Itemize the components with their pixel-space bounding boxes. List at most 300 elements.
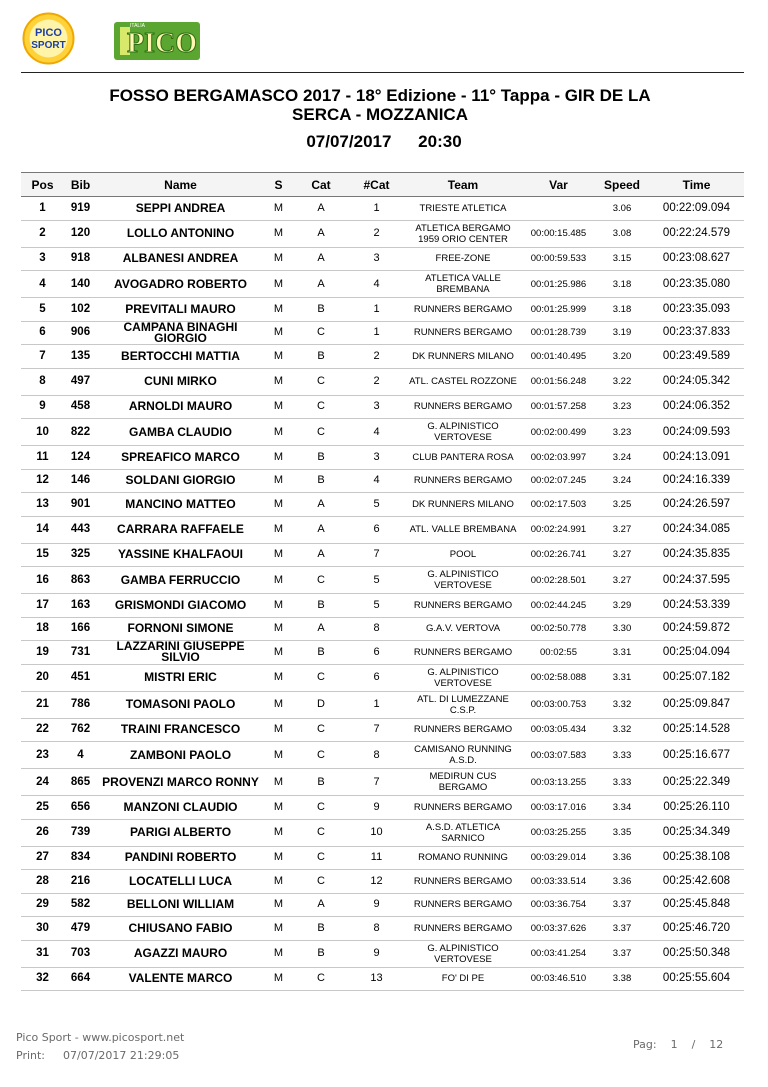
cell-var: 00:02:07.245 [522, 469, 595, 493]
cell-pos: 29 [21, 893, 64, 917]
cell-cat: B [293, 769, 349, 796]
table-row [21, 321, 744, 345]
cell-pos: 25 [21, 796, 64, 820]
cell-pos: 2 [21, 220, 64, 247]
table-row [21, 543, 744, 567]
cell-time: 00:23:35.093 [649, 298, 744, 322]
cell-cat: B [293, 446, 349, 470]
cell-speed: 3.27 [595, 516, 649, 543]
cell-pos: 11 [21, 446, 64, 470]
cell-time: 00:25:38.108 [649, 846, 744, 870]
cell-ncat: 2 [349, 345, 404, 369]
cell-bib: 656 [64, 796, 97, 820]
table-row [21, 493, 744, 517]
cell-sex: M [264, 893, 293, 917]
cell-team: G. ALPINISTICO VERTOVESE [404, 567, 522, 594]
table-row [21, 796, 744, 820]
cell-cat: C [293, 742, 349, 769]
cell-team: RUNNERS BERGAMO [404, 395, 522, 419]
cell-team: RUNNERS BERGAMO [404, 594, 522, 618]
cell-team: CAMISANO RUNNING A.S.D. [404, 742, 522, 769]
cell-var: 00:00:15.485 [522, 220, 595, 247]
cell-time: 00:24:09.593 [649, 419, 744, 446]
cell-name: LAZZARINI GIUSEPPE SILVIO [97, 641, 264, 665]
pico-sport-logo [22, 12, 75, 65]
cell-ncat: 1 [349, 691, 404, 718]
cell-bib: 918 [64, 247, 97, 271]
cell-name: BERTOCCHI MATTIA [97, 345, 264, 369]
page-indicator [633, 1038, 723, 1051]
table-row [21, 742, 744, 769]
header-divider [21, 72, 744, 73]
cell-name: ARNOLDI MAURO [97, 395, 264, 419]
cell-cat: B [293, 469, 349, 493]
cell-cat: A [293, 617, 349, 641]
cell-team: RUNNERS BERGAMO [404, 893, 522, 917]
table-row [21, 664, 744, 691]
cell-cat: C [293, 419, 349, 446]
cell-speed: 3.15 [595, 247, 649, 271]
cell-pos: 24 [21, 769, 64, 796]
cell-team: DK RUNNERS MILANO [404, 493, 522, 517]
cell-time: 00:24:53.339 [649, 594, 744, 618]
cell-speed: 3.08 [595, 220, 649, 247]
table-row [21, 967, 744, 991]
cell-name: MANCINO MATTEO [97, 493, 264, 517]
cell-ncat: 5 [349, 567, 404, 594]
cell-cat: C [293, 567, 349, 594]
cell-cat: C [293, 796, 349, 820]
cell-speed: 3.36 [595, 846, 649, 870]
col-pos: Pos [21, 173, 64, 197]
cell-bib: 124 [64, 446, 97, 470]
cell-name: SPREAFICO MARCO [97, 446, 264, 470]
cell-var: 00:02:28.501 [522, 567, 595, 594]
col-time: Time [649, 173, 744, 197]
cell-speed: 3.22 [595, 368, 649, 395]
cell-cat: C [293, 395, 349, 419]
race-datetime [0, 132, 768, 152]
cell-name: CARRARA RAFFAELE [97, 516, 264, 543]
cell-pos: 31 [21, 940, 64, 967]
cell-pos: 14 [21, 516, 64, 543]
cell-team: G. ALPINISTICO VERTOVESE [404, 664, 522, 691]
col-cat: Cat [293, 173, 349, 197]
cell-team: CLUB PANTERA ROSA [404, 446, 522, 470]
cell-team: DK RUNNERS MILANO [404, 345, 522, 369]
cell-name: AGAZZI MAURO [97, 940, 264, 967]
cell-name: PANDINI ROBERTO [97, 846, 264, 870]
cell-name: PREVITALI MAURO [97, 298, 264, 322]
cell-name: ALBANESI ANDREA [97, 247, 264, 271]
cell-bib: 135 [64, 345, 97, 369]
print-label: Print: [16, 1049, 46, 1062]
cell-name: CUNI MIRKO [97, 368, 264, 395]
table-row [21, 247, 744, 271]
cell-bib: 325 [64, 543, 97, 567]
page-separator: / [691, 1038, 696, 1051]
cell-name: CHIUSANO FABIO [97, 917, 264, 941]
page-label: Pag: [633, 1038, 657, 1051]
cell-bib: 834 [64, 846, 97, 870]
cell-sex: M [264, 742, 293, 769]
cell-bib: 443 [64, 516, 97, 543]
cell-bib: 906 [64, 321, 97, 345]
cell-name: YASSINE KHALFAOUI [97, 543, 264, 567]
cell-ncat: 7 [349, 543, 404, 567]
col-team: Team [404, 173, 522, 197]
cell-sex: M [264, 516, 293, 543]
cell-bib: 901 [64, 493, 97, 517]
cell-speed: 3.38 [595, 967, 649, 991]
table-row [21, 870, 744, 894]
cell-bib: 497 [64, 368, 97, 395]
cell-name: SEPPI ANDREA [97, 197, 264, 221]
cell-name: ZAMBONI PAOLO [97, 742, 264, 769]
cell-time: 00:23:08.627 [649, 247, 744, 271]
cell-ncat: 3 [349, 247, 404, 271]
cell-var: 00:01:40.495 [522, 345, 595, 369]
cell-cat: C [293, 368, 349, 395]
pico-brand-logo [110, 18, 204, 64]
cell-ncat: 6 [349, 641, 404, 665]
cell-ncat: 2 [349, 368, 404, 395]
cell-sex: M [264, 796, 293, 820]
cell-pos: 4 [21, 271, 64, 298]
cell-cat: B [293, 298, 349, 322]
cell-sex: M [264, 469, 293, 493]
cell-bib: 102 [64, 298, 97, 322]
cell-bib: 163 [64, 594, 97, 618]
cell-cat: B [293, 917, 349, 941]
table-row [21, 846, 744, 870]
cell-bib: 146 [64, 469, 97, 493]
cell-speed: 3.19 [595, 321, 649, 345]
cell-ncat: 4 [349, 419, 404, 446]
cell-time: 00:24:59.872 [649, 617, 744, 641]
svg-text:SPORT: SPORT [31, 40, 66, 51]
cell-time: 00:24:26.597 [649, 493, 744, 517]
cell-cat: B [293, 641, 349, 665]
cell-bib: 166 [64, 617, 97, 641]
table-row [21, 567, 744, 594]
cell-var: 00:02:55 [522, 641, 595, 665]
cell-var: 00:03:13.255 [522, 769, 595, 796]
cell-time: 00:23:35.080 [649, 271, 744, 298]
cell-speed: 3.31 [595, 641, 649, 665]
cell-var: 00:03:05.434 [522, 718, 595, 742]
cell-name: MISTRI ERIC [97, 664, 264, 691]
cell-var: 00:02:58.088 [522, 664, 595, 691]
cell-speed: 3.35 [595, 819, 649, 846]
cell-time: 00:22:24.579 [649, 220, 744, 247]
cell-sex: M [264, 247, 293, 271]
cell-bib: 703 [64, 940, 97, 967]
cell-time: 00:25:09.847 [649, 691, 744, 718]
cell-speed: 3.36 [595, 870, 649, 894]
col-sex: S [264, 173, 293, 197]
cell-time: 00:23:49.589 [649, 345, 744, 369]
table-row [21, 469, 744, 493]
cell-bib: 479 [64, 917, 97, 941]
col-name: Name [97, 173, 264, 197]
race-title-line2: SERCA - MOZZANICA [292, 105, 468, 124]
cell-team: ATL. DI LUMEZZANE C.S.P. [404, 691, 522, 718]
cell-ncat: 7 [349, 769, 404, 796]
cell-ncat: 8 [349, 742, 404, 769]
cell-cat: A [293, 197, 349, 221]
col-ncat: #Cat [349, 173, 404, 197]
cell-var [522, 197, 595, 221]
cell-team: RUNNERS BERGAMO [404, 298, 522, 322]
cell-pos: 8 [21, 368, 64, 395]
cell-var: 00:03:36.754 [522, 893, 595, 917]
cell-team: POOL [404, 543, 522, 567]
table-row [21, 893, 744, 917]
cell-ncat: 1 [349, 298, 404, 322]
cell-pos: 17 [21, 594, 64, 618]
cell-sex: M [264, 617, 293, 641]
cell-team: G. ALPINISTICO VERTOVESE [404, 940, 522, 967]
cell-ncat: 1 [349, 321, 404, 345]
cell-pos: 19 [21, 641, 64, 665]
cell-ncat: 13 [349, 967, 404, 991]
cell-cat: A [293, 543, 349, 567]
table-row [21, 220, 744, 247]
cell-cat: C [293, 718, 349, 742]
cell-pos: 1 [21, 197, 64, 221]
cell-time: 00:25:55.604 [649, 967, 744, 991]
cell-bib: 786 [64, 691, 97, 718]
cell-cat: C [293, 819, 349, 846]
cell-var: 00:02:50.778 [522, 617, 595, 641]
cell-name: PARIGI ALBERTO [97, 819, 264, 846]
cell-sex: M [264, 493, 293, 517]
table-row [21, 940, 744, 967]
cell-var: 00:03:41.254 [522, 940, 595, 967]
cell-var: 00:03:33.514 [522, 870, 595, 894]
cell-time: 00:24:06.352 [649, 395, 744, 419]
cell-var: 00:02:44.245 [522, 594, 595, 618]
cell-ncat: 3 [349, 446, 404, 470]
race-time: 20:30 [418, 132, 462, 151]
table-row [21, 197, 744, 221]
cell-cat: C [293, 846, 349, 870]
cell-sex: M [264, 819, 293, 846]
cell-bib: 458 [64, 395, 97, 419]
cell-var: 00:01:25.986 [522, 271, 595, 298]
cell-sex: M [264, 967, 293, 991]
cell-team: FO' DI PE [404, 967, 522, 991]
cell-var: 00:01:25.999 [522, 298, 595, 322]
cell-time: 00:24:13.091 [649, 446, 744, 470]
cell-bib: 822 [64, 419, 97, 446]
col-var: Var [522, 173, 595, 197]
cell-sex: M [264, 846, 293, 870]
cell-team: A.S.D. ATLETICA SARNICO [404, 819, 522, 846]
cell-var: 00:02:17.503 [522, 493, 595, 517]
cell-speed: 3.37 [595, 940, 649, 967]
cell-speed: 3.37 [595, 917, 649, 941]
cell-team: ROMANO RUNNING [404, 846, 522, 870]
cell-var: 00:03:25.255 [522, 819, 595, 846]
cell-sex: M [264, 718, 293, 742]
cell-bib: 216 [64, 870, 97, 894]
cell-pos: 13 [21, 493, 64, 517]
cell-team: G. ALPINISTICO VERTOVESE [404, 419, 522, 446]
cell-cat: D [293, 691, 349, 718]
cell-var: 00:01:57.258 [522, 395, 595, 419]
cell-time: 00:25:26.110 [649, 796, 744, 820]
cell-cat: B [293, 594, 349, 618]
cell-cat: C [293, 664, 349, 691]
cell-bib: 731 [64, 641, 97, 665]
cell-pos: 12 [21, 469, 64, 493]
cell-team: TRIESTE ATLETICA [404, 197, 522, 221]
cell-pos: 9 [21, 395, 64, 419]
cell-speed: 3.34 [595, 796, 649, 820]
cell-sex: M [264, 220, 293, 247]
table-row [21, 368, 744, 395]
cell-bib: 120 [64, 220, 97, 247]
cell-speed: 3.24 [595, 446, 649, 470]
cell-time: 00:24:05.342 [649, 368, 744, 395]
cell-bib: 140 [64, 271, 97, 298]
cell-name: CAMPANA BINAGHI GIORGIO [97, 321, 264, 345]
cell-speed: 3.06 [595, 197, 649, 221]
cell-ncat: 10 [349, 819, 404, 846]
cell-name: GAMBA FERRUCCIO [97, 567, 264, 594]
race-date: 07/07/2017 [306, 132, 392, 151]
table-row [21, 641, 744, 665]
cell-cat: A [293, 516, 349, 543]
cell-sex: M [264, 691, 293, 718]
cell-var: 00:03:00.753 [522, 691, 595, 718]
cell-ncat: 7 [349, 718, 404, 742]
cell-ncat: 9 [349, 893, 404, 917]
cell-bib: 865 [64, 769, 97, 796]
cell-speed: 3.33 [595, 742, 649, 769]
cell-time: 00:22:09.094 [649, 197, 744, 221]
cell-var: 00:01:56.248 [522, 368, 595, 395]
cell-var: 00:03:07.583 [522, 742, 595, 769]
table-row [21, 395, 744, 419]
cell-team: MEDIRUN CUS BERGAMO [404, 769, 522, 796]
cell-sex: M [264, 321, 293, 345]
cell-sex: M [264, 197, 293, 221]
cell-name: BELLONI WILLIAM [97, 893, 264, 917]
cell-cat: C [293, 967, 349, 991]
cell-speed: 3.23 [595, 419, 649, 446]
cell-pos: 6 [21, 321, 64, 345]
table-row [21, 594, 744, 618]
cell-name: SOLDANI GIORGIO [97, 469, 264, 493]
table-row [21, 345, 744, 369]
cell-bib: 739 [64, 819, 97, 846]
cell-var: 00:02:00.499 [522, 419, 595, 446]
cell-var: 00:03:46.510 [522, 967, 595, 991]
cell-pos: 16 [21, 567, 64, 594]
cell-ncat: 8 [349, 617, 404, 641]
cell-cat: A [293, 271, 349, 298]
cell-sex: M [264, 940, 293, 967]
cell-team: RUNNERS BERGAMO [404, 641, 522, 665]
cell-name: TRAINI FRANCESCO [97, 718, 264, 742]
page-current: 1 [670, 1038, 678, 1051]
cell-ncat: 4 [349, 469, 404, 493]
cell-bib: 762 [64, 718, 97, 742]
cell-time: 00:25:07.182 [649, 664, 744, 691]
table-row [21, 691, 744, 718]
cell-speed: 3.30 [595, 617, 649, 641]
cell-bib: 4 [64, 742, 97, 769]
cell-pos: 27 [21, 846, 64, 870]
cell-ncat: 2 [349, 220, 404, 247]
cell-time: 00:24:34.085 [649, 516, 744, 543]
cell-ncat: 1 [349, 197, 404, 221]
cell-pos: 20 [21, 664, 64, 691]
cell-speed: 3.27 [595, 543, 649, 567]
table-row [21, 617, 744, 641]
cell-var: 00:00:59.533 [522, 247, 595, 271]
cell-time: 00:25:42.608 [649, 870, 744, 894]
table-row [21, 419, 744, 446]
cell-var: 00:03:37.626 [522, 917, 595, 941]
cell-sex: M [264, 664, 293, 691]
cell-pos: 22 [21, 718, 64, 742]
cell-sex: M [264, 870, 293, 894]
cell-var: 00:02:03.997 [522, 446, 595, 470]
cell-pos: 5 [21, 298, 64, 322]
cell-team: ATL. CASTEL ROZZONE [404, 368, 522, 395]
cell-cat: A [293, 220, 349, 247]
cell-sex: M [264, 769, 293, 796]
cell-sex: M [264, 641, 293, 665]
cell-sex: M [264, 395, 293, 419]
results-table [21, 172, 744, 991]
cell-bib: 863 [64, 567, 97, 594]
cell-sex: M [264, 419, 293, 446]
cell-time: 00:25:14.528 [649, 718, 744, 742]
cell-speed: 3.18 [595, 271, 649, 298]
cell-speed: 3.29 [595, 594, 649, 618]
cell-team: RUNNERS BERGAMO [404, 870, 522, 894]
race-title-line1: FOSSO BERGAMASCO 2017 - 18° Edizione - 11° Tappa - GIR DE LA [109, 86, 651, 105]
cell-cat: B [293, 345, 349, 369]
cell-time: 00:24:37.595 [649, 567, 744, 594]
table-row [21, 446, 744, 470]
cell-speed: 3.31 [595, 664, 649, 691]
table-row [21, 769, 744, 796]
cell-team: RUNNERS BERGAMO [404, 469, 522, 493]
cell-bib: 451 [64, 664, 97, 691]
cell-speed: 3.37 [595, 893, 649, 917]
table-row [21, 271, 744, 298]
cell-ncat: 5 [349, 594, 404, 618]
cell-time: 00:25:34.349 [649, 819, 744, 846]
cell-name: MANZONI CLAUDIO [97, 796, 264, 820]
cell-sex: M [264, 446, 293, 470]
table-row [21, 516, 744, 543]
cell-team: RUNNERS BERGAMO [404, 917, 522, 941]
cell-bib: 664 [64, 967, 97, 991]
cell-speed: 3.32 [595, 691, 649, 718]
cell-sex: M [264, 594, 293, 618]
cell-time: 00:24:35.835 [649, 543, 744, 567]
cell-name: VALENTE MARCO [97, 967, 264, 991]
cell-ncat: 6 [349, 516, 404, 543]
svg-text:ITALIA: ITALIA [130, 23, 145, 29]
